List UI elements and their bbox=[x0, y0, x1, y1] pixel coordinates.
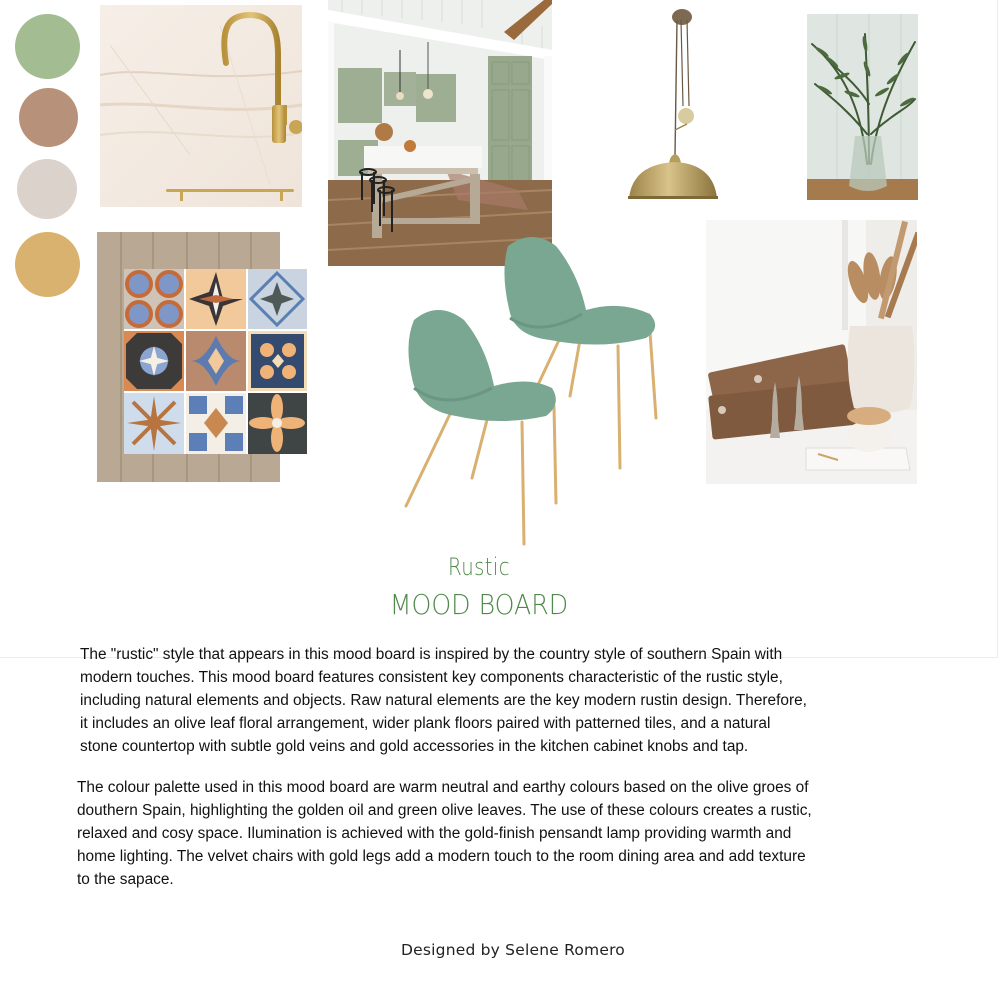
palette-swatch-terracotta bbox=[19, 88, 78, 147]
image-brass-pendant-lamp bbox=[625, 6, 719, 202]
image-green-velvet-chairs bbox=[400, 228, 662, 548]
designer-credit: Designed by Selene Romero bbox=[401, 941, 625, 959]
image-marble-gold-tap bbox=[100, 5, 302, 207]
description-paragraph-palette bbox=[77, 776, 927, 891]
board-title-mood-board: MOOD BOARD bbox=[389, 588, 569, 621]
image-sage-kitchen bbox=[328, 0, 552, 266]
paragraph-line: modern touches. This mood board features consistent key components characteristic of the rustic style, bbox=[80, 669, 783, 686]
paragraph-line: it includes an olive leaf floral arrangement, wider plank floors paired with patterned tiles, and a natural bbox=[80, 715, 771, 732]
image-rustic-kitchen-accessories bbox=[706, 220, 917, 484]
paragraph-line: to the sapace. bbox=[77, 871, 174, 888]
paragraph-line: douthern Spain, highlighting the golden oil and green olive leaves. The use of these colours creates a rustic, bbox=[77, 802, 812, 819]
paragraph-line: home lighting. The velvet chairs with gold legs add a modern touch to the room dining area and add texture bbox=[77, 848, 806, 865]
image-wood-plank-patterned-tiles bbox=[97, 232, 307, 482]
palette-swatch-ochre bbox=[15, 232, 80, 297]
paragraph-line: The "rustic" style that appears in this mood board is inspired by the country style of southern Spain with bbox=[80, 646, 783, 663]
paragraph-line: relaxed and cosy space. Ilumination is achieved with the gold-finish pensandt lamp providing warmth and bbox=[77, 825, 792, 842]
paragraph-line: The colour palette used in this mood board are warm neutral and earthy colours based on the olive groes of bbox=[77, 779, 809, 796]
image-olive-branches-vase bbox=[807, 14, 918, 200]
description-paragraph-style bbox=[80, 643, 930, 758]
board-title-rustic: Rustic bbox=[448, 553, 510, 581]
paragraph-line: stone countertop with subtle gold veins and gold accessories in the kitchen cabinet knobs and tap. bbox=[80, 738, 749, 755]
palette-swatch-sage-green bbox=[15, 14, 80, 79]
palette-swatch-greige bbox=[17, 159, 77, 219]
paragraph-line: including natural elements and objects. Raw natural elements are the key modern rustin design. Therefore, bbox=[80, 692, 807, 709]
